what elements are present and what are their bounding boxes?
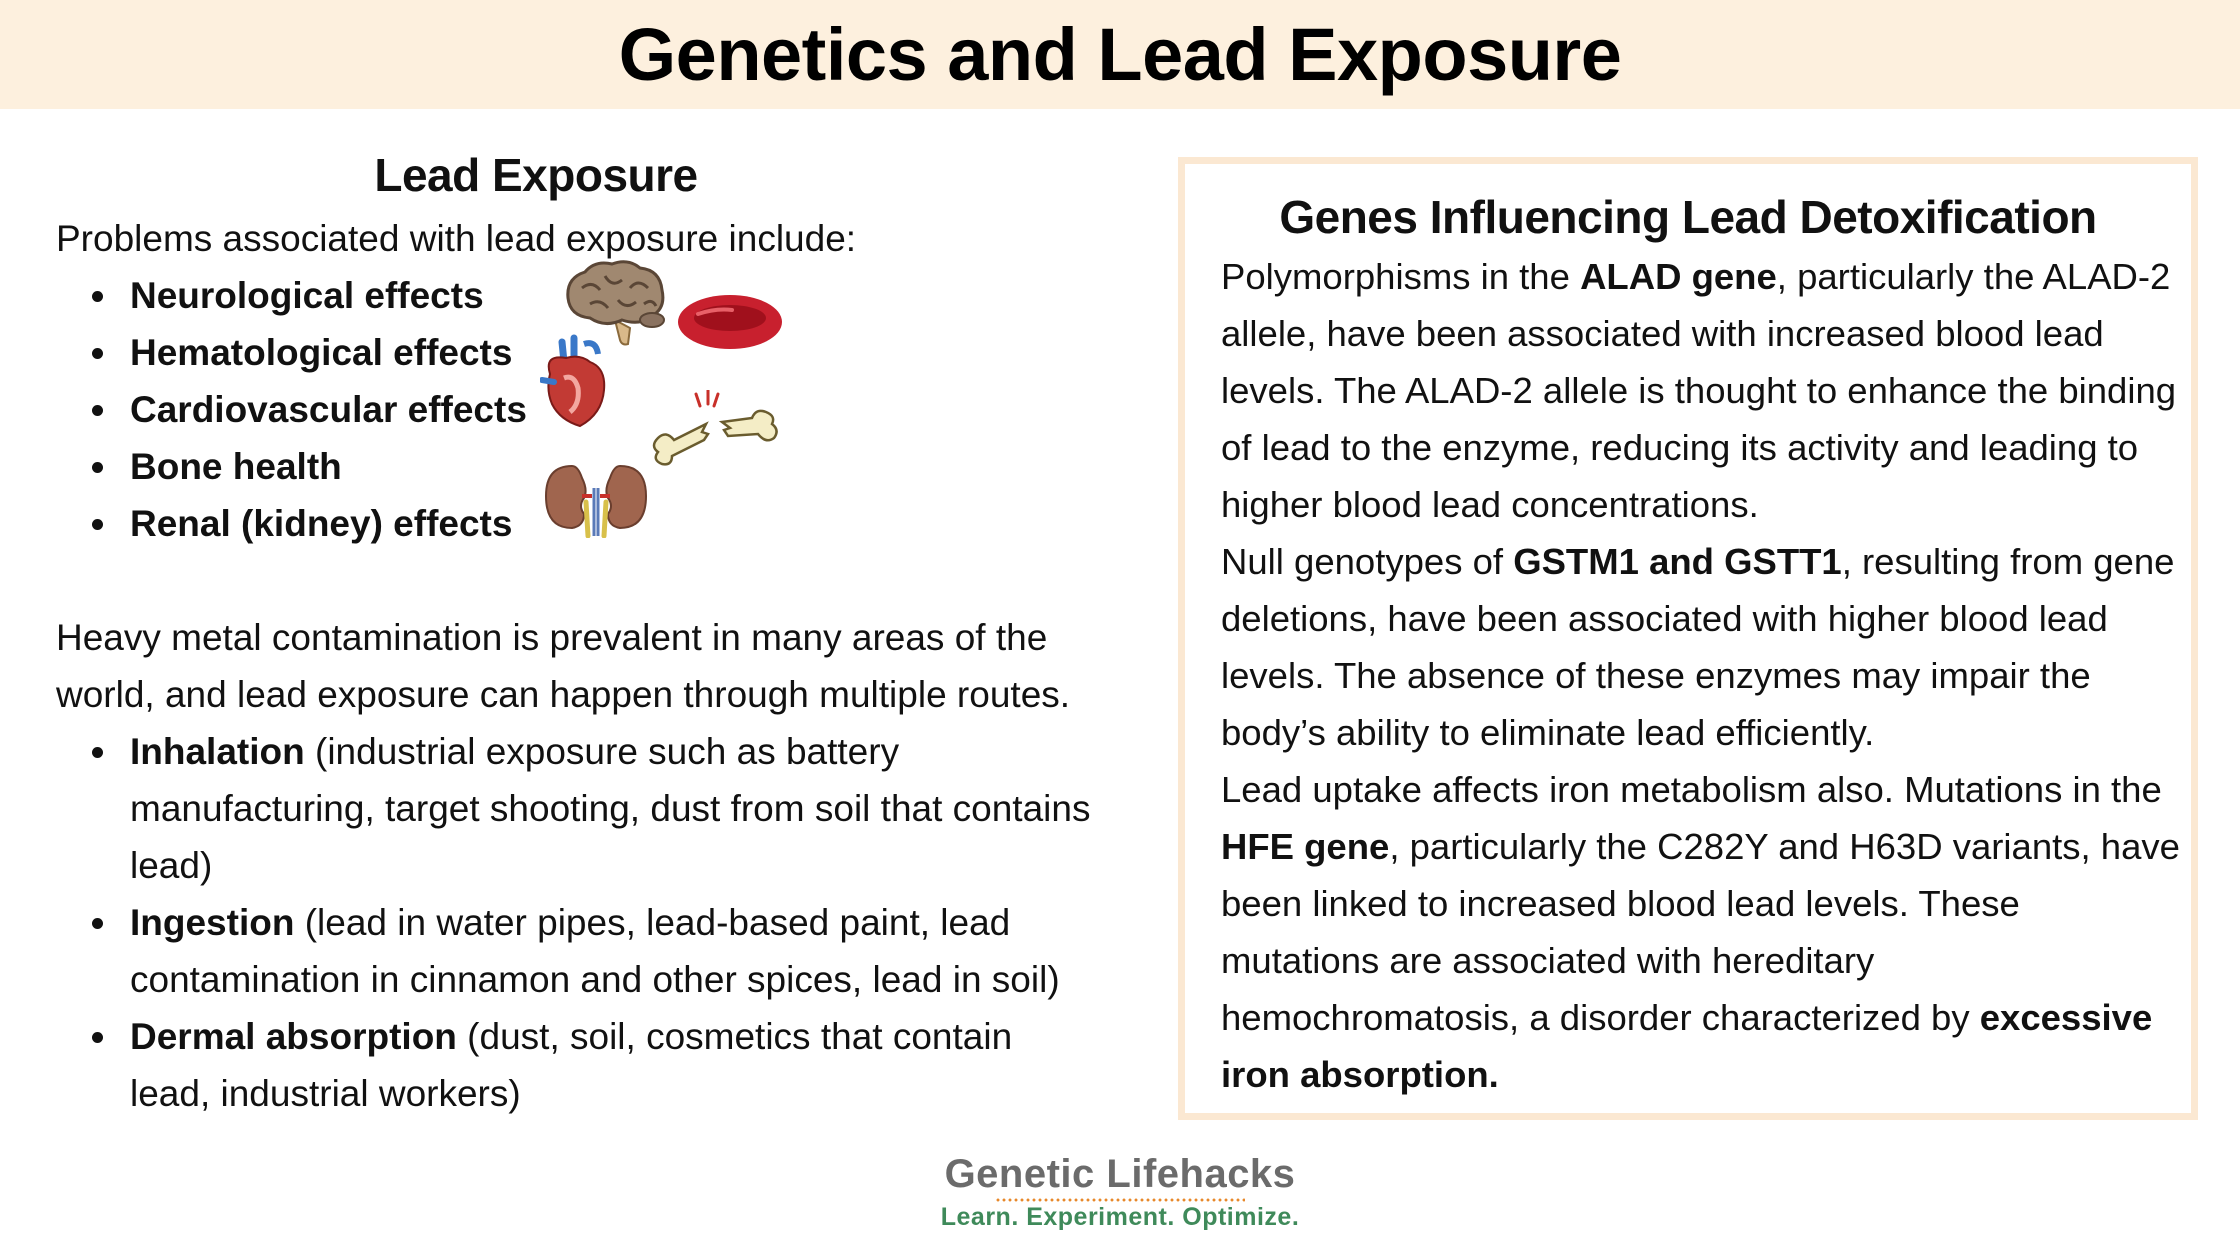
effect-item: Bone health bbox=[56, 438, 1156, 495]
route-detail: (dust, soil, cosmetics that contain lead, industrial workers) bbox=[130, 1016, 1013, 1114]
effect-item: Renal (kidney) effects bbox=[56, 495, 1156, 552]
alad-paragraph bbox=[1221, 248, 2181, 533]
logo-name: Genetic Lifehacks bbox=[944, 1152, 1296, 1196]
effect-item: Hematological effects bbox=[56, 324, 1156, 381]
hfe-gene: HFE gene bbox=[1221, 826, 1390, 867]
hfe-text-mid: , particularly the C282Y and H63D variants, have been linked to increased blood lead levels. These mutations are associated with hereditary hemochromatosis, a disorder characterized by bbox=[1221, 826, 2180, 1038]
effect-item: Neurological effects bbox=[56, 267, 1156, 324]
hfe-text-pre: Lead uptake affects iron metabolism also. Mutations in the bbox=[1221, 769, 2162, 810]
brand-logo bbox=[920, 1152, 1320, 1232]
route-name: Inhalation bbox=[130, 731, 305, 772]
route-item bbox=[56, 723, 1130, 894]
route-name: Ingestion bbox=[130, 902, 295, 943]
alad-text-pre: Polymorphisms in the bbox=[1221, 256, 1581, 297]
title-banner bbox=[0, 0, 2240, 109]
red-blood-cell-icon bbox=[676, 292, 784, 352]
gst-text-post: , resulting from gene deletions, have been associated with higher blood lead levels. The absence of these enzymes may impair the body’s ability to eliminate lead efficiently. bbox=[1221, 541, 2175, 753]
heart-icon bbox=[540, 334, 612, 430]
routes-list bbox=[56, 723, 1156, 1122]
alad-text-post: , particularly the ALAD-2 allele, have been associated with increased blood lead levels. The ALAD-2 allele is thought to enhance the binding of lead to the enzyme, reducing its activity and leading to higher blood lead concentrations. bbox=[1221, 256, 2177, 525]
contamination-line-1: Heavy metal contamination is prevalent in many areas of the bbox=[56, 617, 1048, 658]
logo-tagline: Learn. Experiment. Optimize. bbox=[940, 1203, 1300, 1231]
contamination-line-2: world, and lead exposure can happen through multiple routes. bbox=[56, 674, 1071, 715]
route-name: Dermal absorption bbox=[130, 1016, 457, 1057]
gst-genes: GSTM1 and GSTT1 bbox=[1513, 541, 1842, 582]
gst-paragraph bbox=[1221, 533, 2181, 761]
genes-heading: Genes Influencing Lead Detoxification bbox=[1279, 191, 2097, 243]
route-detail: (industrial exposure such as battery manufacturing, target shooting, dust from soil that contains lead) bbox=[130, 731, 1091, 886]
genes-panel bbox=[1178, 157, 2198, 1120]
route-item bbox=[56, 1008, 1090, 1122]
iron-absorption-term: excessive iron absorption. bbox=[1221, 997, 2153, 1095]
genes-body bbox=[1221, 248, 2181, 1103]
kidneys-icon bbox=[542, 462, 650, 538]
route-item bbox=[56, 894, 1170, 1008]
route-detail: (lead in water pipes, lead-based paint, lead contamination in cinnamon and other spices, lead in soil) bbox=[130, 902, 1060, 1000]
broken-bone-icon bbox=[648, 390, 782, 466]
gst-text-pre: Null genotypes of bbox=[1221, 541, 1514, 582]
lead-exposure-heading: Lead Exposure bbox=[374, 149, 698, 201]
effect-item: Cardiovascular effects bbox=[56, 381, 1156, 438]
hfe-paragraph bbox=[1221, 761, 2181, 1103]
alad-gene: ALAD gene bbox=[1580, 256, 1777, 297]
effects-intro: Problems associated with lead exposure include: bbox=[56, 218, 857, 259]
page-title: Genetics and Lead Exposure bbox=[618, 13, 1622, 96]
